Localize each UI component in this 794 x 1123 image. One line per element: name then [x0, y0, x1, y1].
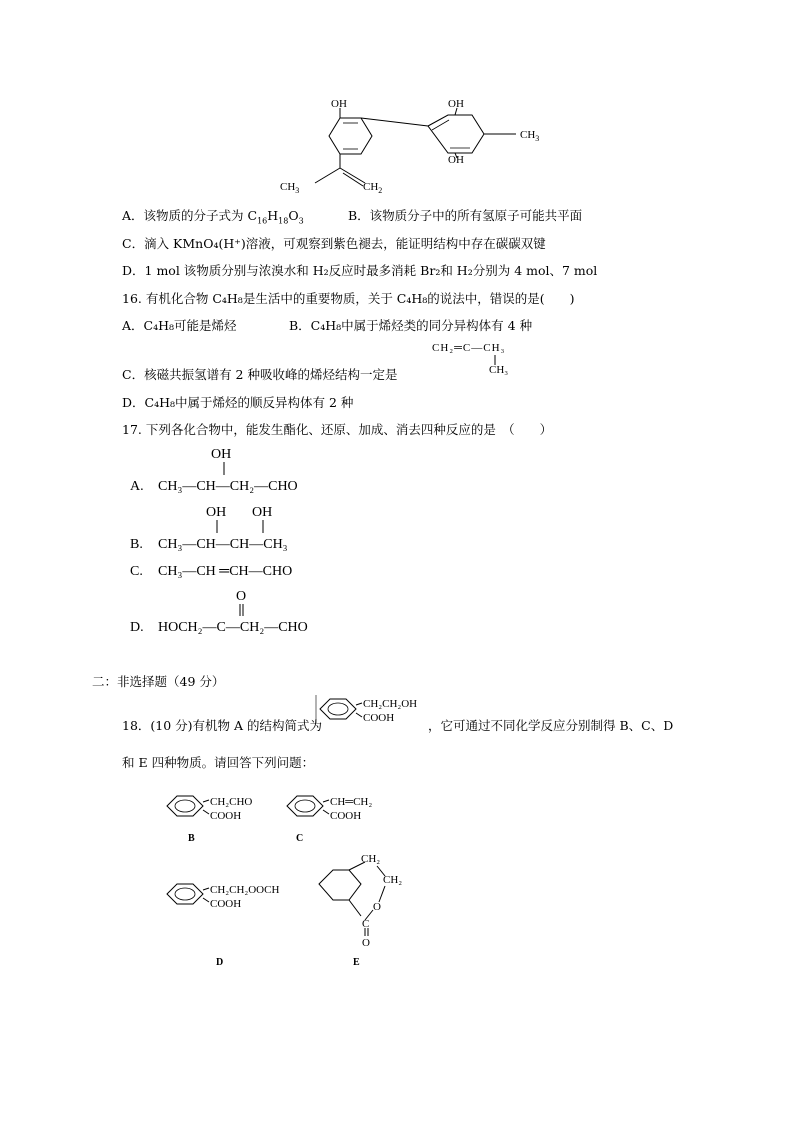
q17-a-formula: CH₃—CH—CH₂—CHO [158, 479, 298, 494]
q18-c-sub2: COOH [330, 810, 362, 822]
q15-oh-right-bottom: OH [448, 154, 464, 166]
q18-stem-line2: 和 E 四种物质。请回答下列问题： [122, 755, 315, 770]
q18-d-label: D [216, 957, 224, 968]
q16-option-c: C．核磁共振氢谱有 2 种吸收峰的烯烃结构一定是 [122, 367, 398, 382]
q18-e-c: C [362, 918, 370, 930]
q15-ch3-right: CH [520, 129, 536, 141]
q18-a-sub1: CH₂CH₂OH [363, 698, 418, 710]
svg-text:CH2: $CH_2$ [363, 181, 383, 195]
q17-b-oh1: OH [206, 505, 227, 520]
q16-struct-branch: CH₃ [489, 364, 509, 376]
q17-b-formula: CH₃—CH—CH—CH₃ [158, 537, 288, 552]
q18-a-sub2: COOH [363, 712, 395, 724]
svg-text:CH3: $CH_3$ [520, 129, 540, 143]
q18-b-sub2: COOH [210, 810, 242, 822]
q15-ch3-bottom: CH [280, 181, 296, 193]
q17-b-bonds [213, 520, 273, 534]
q18-d-sub2: COOH [210, 898, 242, 910]
q17-a-label: A. [130, 479, 144, 494]
q18-structure-e [313, 848, 433, 968]
q16-struct-main: CH₂═C—CH₃ [432, 342, 506, 354]
q16-option-a: A．C₄H₈可能是烯烃 [122, 318, 237, 333]
section2-title: 二：非选择题（49 分） [92, 674, 225, 689]
q15-option-b: B．该物质分子中的所有氢原子可能共平面 [348, 208, 583, 223]
q18-d-sub1: CH₂CH₂OOCH [210, 884, 280, 896]
q18-structure-c [283, 792, 393, 842]
q18-stem-post: ，它可通过不同化学反应分别制得 B、C、D [428, 718, 674, 733]
q15-ch2-bottom: CH [363, 181, 379, 193]
q17-a-bond [220, 462, 230, 476]
q18-c-label: C [296, 833, 304, 844]
q15-option-a: A．该物质的分子式为 $C_{16}H_{18}O_3$ [122, 208, 304, 226]
q18-e-o2: O [362, 937, 370, 949]
q17-a-oh: OH [211, 447, 232, 462]
q17-d-o: O [236, 589, 247, 604]
q17-d-bond [236, 604, 248, 618]
q15-structure [0, 0, 794, 200]
q18-e-ch2a: CH₂ [361, 853, 381, 865]
q17-d-label: D. [130, 620, 144, 635]
q18-b-label: B [188, 833, 195, 844]
q17-c-label: C. [130, 564, 143, 579]
q18-e-label: E [353, 957, 360, 968]
q17-c-formula: CH₃—CH ═CH—CHO [158, 564, 293, 579]
q16-option-b: B．C₄H₈中属于烯烃类的同分异构体有 4 种 [289, 318, 533, 333]
q18-structure-a [316, 695, 436, 735]
q15-option-d: D．1 mol 该物质分别与浓溴水和 H₂反应时最多消耗 Br₂和 H₂分别为 4 mol、7 mol [122, 263, 598, 278]
q18-stem-pre: 18．(10 分)有机物 A 的结构简式为 [122, 718, 323, 733]
q18-c-sub1: CH═CH₂ [330, 796, 373, 808]
q18-b-sub1: CH₂CHO [210, 796, 253, 808]
q18-structure-d [163, 880, 313, 970]
q18-e-ch2b: CH₂ [383, 874, 403, 886]
q17-stem: 17. 下列各化合物中，能发生酯化、还原、加成、消去四种反应的是 （ ） [122, 422, 553, 437]
svg-text:CH3: $CH_3$ [280, 181, 300, 195]
q16-stem: 16. 有机化合物 C₄H₈是生活中的重要物质，关于 C₄H₈的说法中，错误的是( ) [122, 291, 575, 306]
q16-option-d: D．C₄H₈中属于烯烃的顺反异构体有 2 种 [122, 395, 354, 410]
q15-oh-left: OH [331, 98, 347, 110]
q15-oh-right-top: OH [448, 98, 464, 110]
q15-option-c: C．滴入 KMnO₄(H⁺)溶液，可观察到紫色褪去，能证明结构中存在碳碳双键 [122, 236, 546, 251]
q17-d-formula: HOCH₂—C—CH₂—CHO [158, 620, 308, 635]
q18-e-o: O [373, 901, 381, 913]
q18-structure-b [163, 792, 273, 842]
q17-b-oh2: OH [252, 505, 273, 520]
q17-b-label: B. [130, 537, 143, 552]
